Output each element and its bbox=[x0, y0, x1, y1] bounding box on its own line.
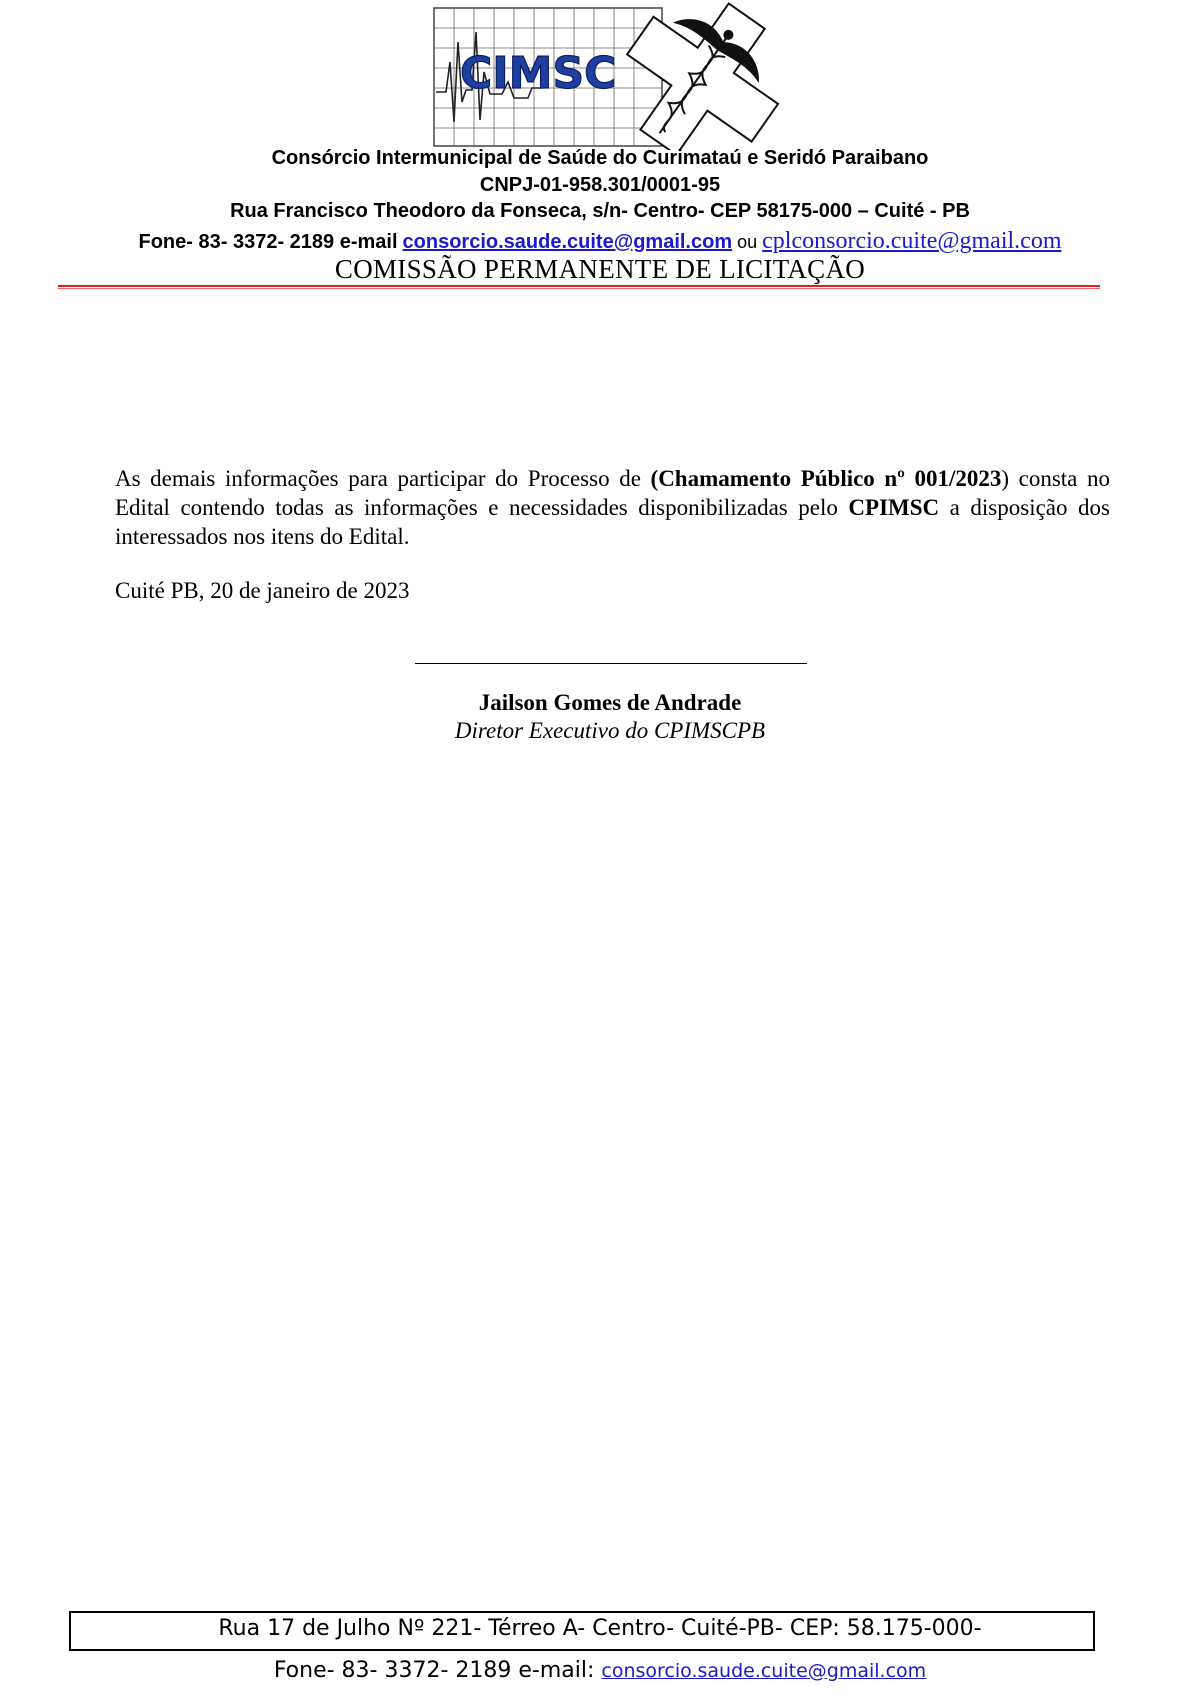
body-paragraph bbox=[115, 464, 1110, 551]
footer-email-link[interactable]: consorcio.saude.cuite@gmail.com bbox=[601, 1660, 927, 1682]
cnpj-line: CNPJ-01-958.301/0001-95 bbox=[479, 174, 721, 196]
paragraph-text-mid: ) consta no Edital contendo todas as informações e necessidades disponibilizadas pelo bbox=[115, 466, 1110, 520]
footer-contact-line bbox=[0, 1658, 1200, 1683]
signature-line bbox=[415, 663, 807, 664]
header-rule bbox=[58, 285, 1100, 287]
header-phone-label: Fone- 83- 3372- 2189 e-mail bbox=[138, 231, 398, 253]
footer-address: Rua 17 de Julho Nº 221- Térreo A- Centro- Cuité-PB- CEP: 58.175-000- bbox=[218, 1616, 982, 1641]
cimsc-logo bbox=[432, 2, 792, 150]
header-email-primary-link[interactable]: consorcio.saude.cuite@gmail.com bbox=[402, 231, 733, 253]
paragraph-text: As demais informações para participar do Processo de bbox=[115, 466, 651, 491]
organization-name: Consórcio Intermunicipal de Saúde do Curimataú e Seridó Paraibano bbox=[271, 147, 929, 169]
header-rule-shadow bbox=[58, 288, 1100, 289]
date-line: Cuité PB, 20 de janeiro de 2023 bbox=[115, 578, 410, 603]
header-contact-line bbox=[0, 228, 1200, 255]
footer-phone-label: Fone- 83- 3372- 2189 e-mail: bbox=[273, 1658, 595, 1683]
paragraph-text-end: a disposição dos interessados nos itens do Edital. bbox=[115, 495, 1110, 549]
signatory-role: Diretor Executivo do CPIMSCPB bbox=[454, 718, 766, 743]
logo-text: CIMSC bbox=[460, 48, 617, 99]
signatory-name: Jailson Gomes de Andrade bbox=[478, 690, 742, 715]
department-title: COMISSÃO PERMANENTE DE LICITAÇÃO bbox=[334, 254, 866, 284]
organization-acronym: CPIMSC bbox=[848, 495, 940, 520]
logo-graphic bbox=[432, 2, 792, 150]
header-address: Rua Francisco Theodoro da Fonseca, s/n- Centro- CEP 58175-000 – Cuité - PB bbox=[230, 200, 970, 222]
process-reference: (Chamamento Público nº 001/2023 bbox=[650, 466, 1002, 491]
header-or-word: ou bbox=[737, 232, 758, 252]
header-email-secondary-link[interactable]: cplconsorcio.cuite@gmail.com bbox=[762, 228, 1062, 254]
